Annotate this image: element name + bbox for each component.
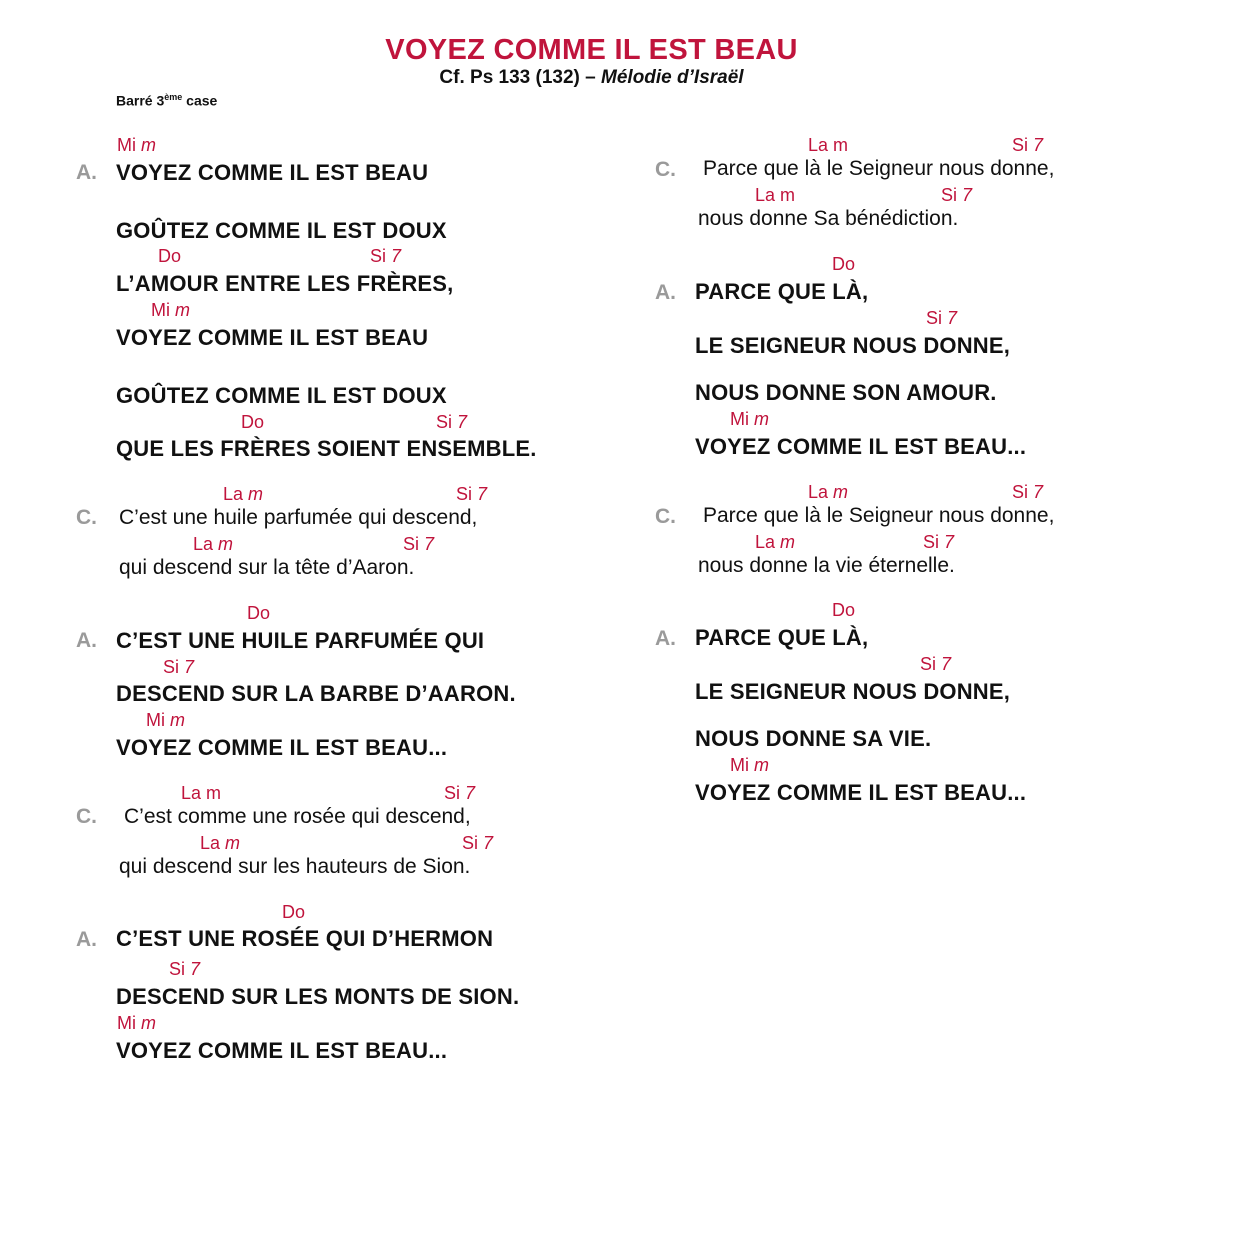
chord-root: Si	[456, 484, 473, 504]
chord-mi-minor	[117, 1013, 156, 1034]
chord-root: Si	[169, 959, 186, 979]
chord-quality: 7	[190, 959, 201, 979]
song-title: VOYEZ COMME IL EST BEAU	[385, 34, 798, 66]
chord-root: Si	[1012, 135, 1029, 155]
capo-note	[116, 92, 217, 109]
chord-quality: m	[141, 135, 157, 155]
chord-mi-minor	[146, 710, 185, 731]
chord-quality: m	[248, 484, 264, 504]
chord-si-7	[370, 246, 401, 267]
chord-la-minor	[808, 482, 848, 503]
lyric-line: VOYEZ COMME IL EST BEAU...	[116, 735, 448, 760]
antienne-label: A.	[655, 281, 676, 304]
lyric-line: qui descend sur les hauteurs de Sion.	[119, 855, 471, 878]
chord-si-7	[456, 484, 487, 505]
lyric-line: L’AMOUR ENTRE LES FRÈRES,	[116, 271, 454, 296]
lyric-line: PARCE QUE LÀ,	[695, 279, 869, 304]
psalm-reference: Cf. Ps 133 (132) –	[439, 67, 602, 88]
chord-si-7	[444, 783, 475, 804]
chord-root: Mi	[146, 710, 165, 730]
chord-root: Si	[163, 657, 180, 677]
chord-la-m: La m	[181, 783, 222, 803]
chord-quality: m	[170, 710, 186, 730]
chord-quality: m	[780, 532, 796, 552]
capo-ordinal: ème	[164, 92, 183, 102]
lyric-line: VOYEZ COMME IL EST BEAU...	[695, 434, 1027, 459]
lyric-line: LE SEIGNEUR NOUS DONNE,	[695, 679, 1011, 704]
chord-do: Do	[832, 254, 856, 274]
chord-root: Si	[926, 308, 943, 328]
chord-root: Mi	[117, 135, 136, 155]
chord-la-m: La m	[808, 135, 849, 155]
chord-la-minor	[200, 833, 240, 854]
chord-quality: 7	[477, 484, 488, 504]
antienne-label: A.	[655, 627, 676, 650]
chord-mi-minor	[117, 135, 156, 156]
chord-quality: m	[833, 482, 849, 502]
chord-mi-minor	[730, 755, 769, 776]
chord-do: Do	[241, 412, 265, 432]
song-subtitle	[0, 67, 1183, 89]
lyric-line: C’est une huile parfumée qui descend,	[119, 506, 478, 529]
chord-root: Mi	[730, 755, 749, 775]
chord-do: Do	[158, 246, 182, 266]
lyric-line: NOUS DONNE SA VIE.	[695, 726, 932, 751]
lyric-line: C’est comme une rosée qui descend,	[124, 805, 471, 828]
chord-si-7	[923, 532, 954, 553]
chord-si-7	[1012, 135, 1043, 156]
lyric-line: GOÛTEZ COMME IL EST DOUX	[116, 383, 447, 408]
chord-mi-minor	[730, 409, 769, 430]
chord-quality: m	[141, 1013, 157, 1033]
chord-do: Do	[282, 902, 306, 922]
lyric-line: VOYEZ COMME IL EST BEAU	[116, 325, 429, 350]
chord-root: Mi	[730, 409, 749, 429]
chord-quality: m	[754, 409, 770, 429]
chord-root: La	[200, 833, 221, 853]
chord-root: La	[193, 534, 214, 554]
chord-root: Si	[923, 532, 940, 552]
chord-mi-minor	[151, 300, 190, 321]
chord-root: La	[223, 484, 244, 504]
chord-root: Mi	[117, 1013, 136, 1033]
chord-root: Si	[370, 246, 387, 266]
chord-quality: m	[175, 300, 191, 320]
capo-suffix: case	[182, 92, 218, 109]
chord-quality: 7	[962, 185, 973, 205]
chord-quality: m	[218, 534, 234, 554]
chord-la-m: La m	[755, 185, 796, 205]
chord-quality: 7	[457, 412, 468, 432]
antienne-label: A.	[76, 161, 97, 184]
lyric-line: qui descend sur la tête d’Aaron.	[119, 556, 415, 579]
chord-si-7	[926, 308, 957, 329]
lyric-line: LE SEIGNEUR NOUS DONNE,	[695, 333, 1011, 358]
chord-quality: 7	[424, 534, 435, 554]
chord-quality: 7	[941, 654, 952, 674]
lyric-line: nous donne Sa bénédiction.	[698, 207, 959, 230]
chord-root: Si	[462, 833, 479, 853]
chord-root: La	[808, 482, 829, 502]
chord-quality: 7	[391, 246, 402, 266]
lyric-line: nous donne la vie éternelle.	[698, 554, 955, 577]
chord-root: La	[755, 532, 776, 552]
chord-quality: m	[754, 755, 770, 775]
lyric-line: DESCEND SUR LA BARBE D’AARON.	[116, 681, 516, 706]
lyric-line: DESCEND SUR LES MONTS DE SION.	[116, 984, 520, 1009]
chord-root: Si	[444, 783, 461, 803]
chord-la-minor	[223, 484, 263, 505]
chord-do: Do	[247, 603, 271, 623]
chord-si-7	[941, 185, 972, 206]
antienne-label: A.	[76, 629, 97, 652]
chord-si-7	[163, 657, 194, 678]
melody-origin: Mélodie d’Israël	[601, 67, 744, 88]
couplet-label: C.	[76, 805, 97, 828]
chord-quality: 7	[1033, 135, 1044, 155]
chord-do: Do	[832, 600, 856, 620]
chord-si-7	[1012, 482, 1043, 503]
lyric-line: Parce que là le Seigneur nous donne,	[703, 157, 1055, 180]
lyric-line: VOYEZ COMME IL EST BEAU...	[695, 780, 1027, 805]
antienne-label: A.	[76, 928, 97, 951]
chord-quality: m	[225, 833, 241, 853]
capo-prefix: Barré 3	[116, 92, 165, 109]
lyric-line: NOUS DONNE SON AMOUR.	[695, 380, 997, 405]
couplet-label: C.	[76, 506, 97, 529]
chord-si-7	[462, 833, 493, 854]
chord-root: Si	[920, 654, 937, 674]
lyric-line: QUE LES FRÈRES SOIENT ENSEMBLE.	[116, 436, 537, 461]
chord-la-minor	[193, 534, 233, 555]
chord-root: Si	[1012, 482, 1029, 502]
chord-root: Si	[436, 412, 453, 432]
couplet-label: C.	[655, 158, 676, 181]
lyric-line: GOÛTEZ COMME IL EST DOUX	[116, 218, 447, 243]
chord-si-7	[169, 959, 200, 980]
chord-si-7	[920, 654, 951, 675]
chord-la-minor	[755, 532, 795, 553]
chord-quality: 7	[483, 833, 494, 853]
chord-quality: 7	[1033, 482, 1044, 502]
chord-quality: 7	[184, 657, 195, 677]
lyric-line: PARCE QUE LÀ,	[695, 625, 869, 650]
chord-root: Si	[941, 185, 958, 205]
chord-root: Si	[403, 534, 420, 554]
lyric-line: Parce que là le Seigneur nous donne,	[703, 504, 1055, 527]
chord-quality: 7	[944, 532, 955, 552]
lyric-line: VOYEZ COMME IL EST BEAU...	[116, 1038, 448, 1063]
couplet-label: C.	[655, 505, 676, 528]
chord-quality: 7	[947, 308, 958, 328]
lyric-line: C’EST UNE ROSÉE QUI D’HERMON	[116, 926, 494, 951]
lyric-line: C’EST UNE HUILE PARFUMÉE QUI	[116, 628, 485, 653]
chord-si-7	[436, 412, 467, 433]
lyric-line: VOYEZ COMME IL EST BEAU	[116, 160, 429, 185]
chord-quality: 7	[465, 783, 476, 803]
chord-si-7	[403, 534, 434, 555]
chord-root: Mi	[151, 300, 170, 320]
